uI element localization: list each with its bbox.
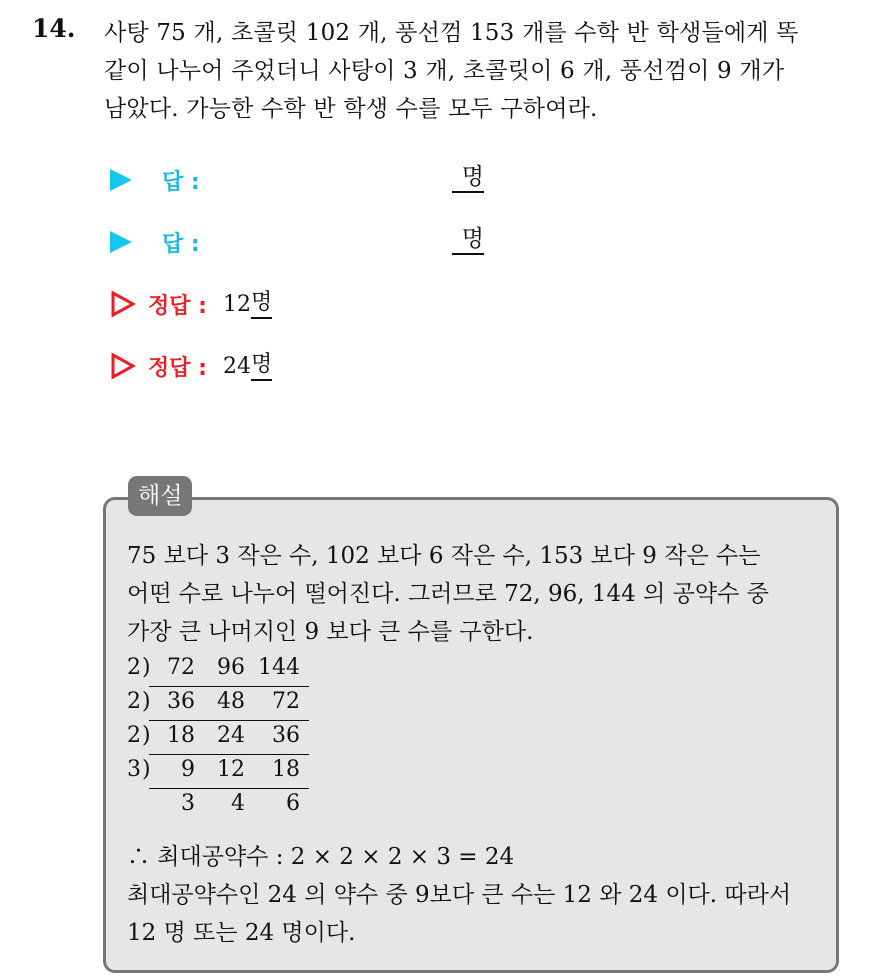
correct-row-2 — [110, 349, 272, 383]
answer-input-2[interactable]: 명 — [452, 225, 484, 255]
explanation-line-3: 가장 큰 나머지인 9 보다 큰 수를 구한다. — [127, 619, 534, 645]
question-line-2: 같이 나누어 주었더니 사탕이 3 개, 초콜릿이 6 개, 풍선껌이 9 개가 — [104, 58, 785, 84]
divisor: 2 — [127, 723, 141, 748]
correct-value: 12 — [222, 291, 251, 317]
answer-row-2 — [110, 225, 200, 259]
division-value: 96 — [217, 655, 245, 680]
gcd-line: ∴ 최대공약수 : 2 × 2 × 2 × 3 = 24 — [127, 844, 515, 870]
divisor: 2 — [127, 655, 141, 680]
play-marker-icon — [110, 169, 132, 191]
explanation-tag: 해설 — [128, 476, 192, 516]
outline-triangle-icon — [110, 291, 136, 317]
outline-triangle-icon — [110, 353, 136, 379]
division-value: 72 — [272, 689, 300, 714]
play-marker-icon — [110, 231, 132, 253]
correct-label: 정답 : — [148, 293, 207, 319]
division-value: 36 — [167, 689, 195, 714]
question-line-3: 남았다. 가능한 수학 반 학생 수를 모두 구하여라. — [104, 96, 598, 122]
correct-unit: 명 — [251, 351, 272, 381]
answer-label: 답 : — [162, 231, 200, 257]
answer-label: 답 : — [162, 169, 200, 195]
quotient-value: 3 — [181, 791, 195, 816]
correct-unit: 명 — [251, 289, 272, 319]
conclusion-line-1: 최대공약수인 24 의 약수 중 9보다 큰 수는 12 와 24 이다. 따라서 — [127, 882, 792, 908]
division-value: 36 — [272, 723, 300, 748]
quotient-value: 4 — [231, 791, 245, 816]
conclusion-line-2: 12 명 또는 24 명이다. — [127, 920, 356, 946]
explanation-line-1: 75 보다 3 작은 수, 102 보다 6 작은 수, 153 보다 9 작은 수는 — [127, 543, 761, 569]
divisor: 3 — [127, 757, 141, 782]
division-value: 144 — [258, 655, 300, 680]
division-value: 9 — [181, 757, 195, 782]
division-value: 72 — [167, 655, 195, 680]
divisor: 2 — [127, 689, 141, 714]
answer-row-1 — [110, 163, 200, 197]
answer-input-1[interactable]: 명 — [452, 163, 484, 193]
division-value: 48 — [217, 689, 245, 714]
division-value: 18 — [167, 723, 195, 748]
quotient-value: 6 — [286, 791, 300, 816]
correct-row-1 — [110, 287, 272, 321]
question-number: 14. — [32, 14, 76, 43]
division-value: 24 — [217, 723, 245, 748]
division-value: 12 — [217, 757, 245, 782]
division-value: 18 — [272, 757, 300, 782]
correct-label: 정답 : — [148, 355, 207, 381]
question-line-1: 사탕 75 개, 초콜릿 102 개, 풍선껌 153 개를 수학 반 학생들에게 똑 — [104, 20, 799, 46]
correct-value: 24 — [222, 353, 251, 379]
explanation-line-2: 어떤 수로 나누어 떨어진다. 그러므로 72, 96, 144 의 공약수 중 — [127, 581, 769, 607]
